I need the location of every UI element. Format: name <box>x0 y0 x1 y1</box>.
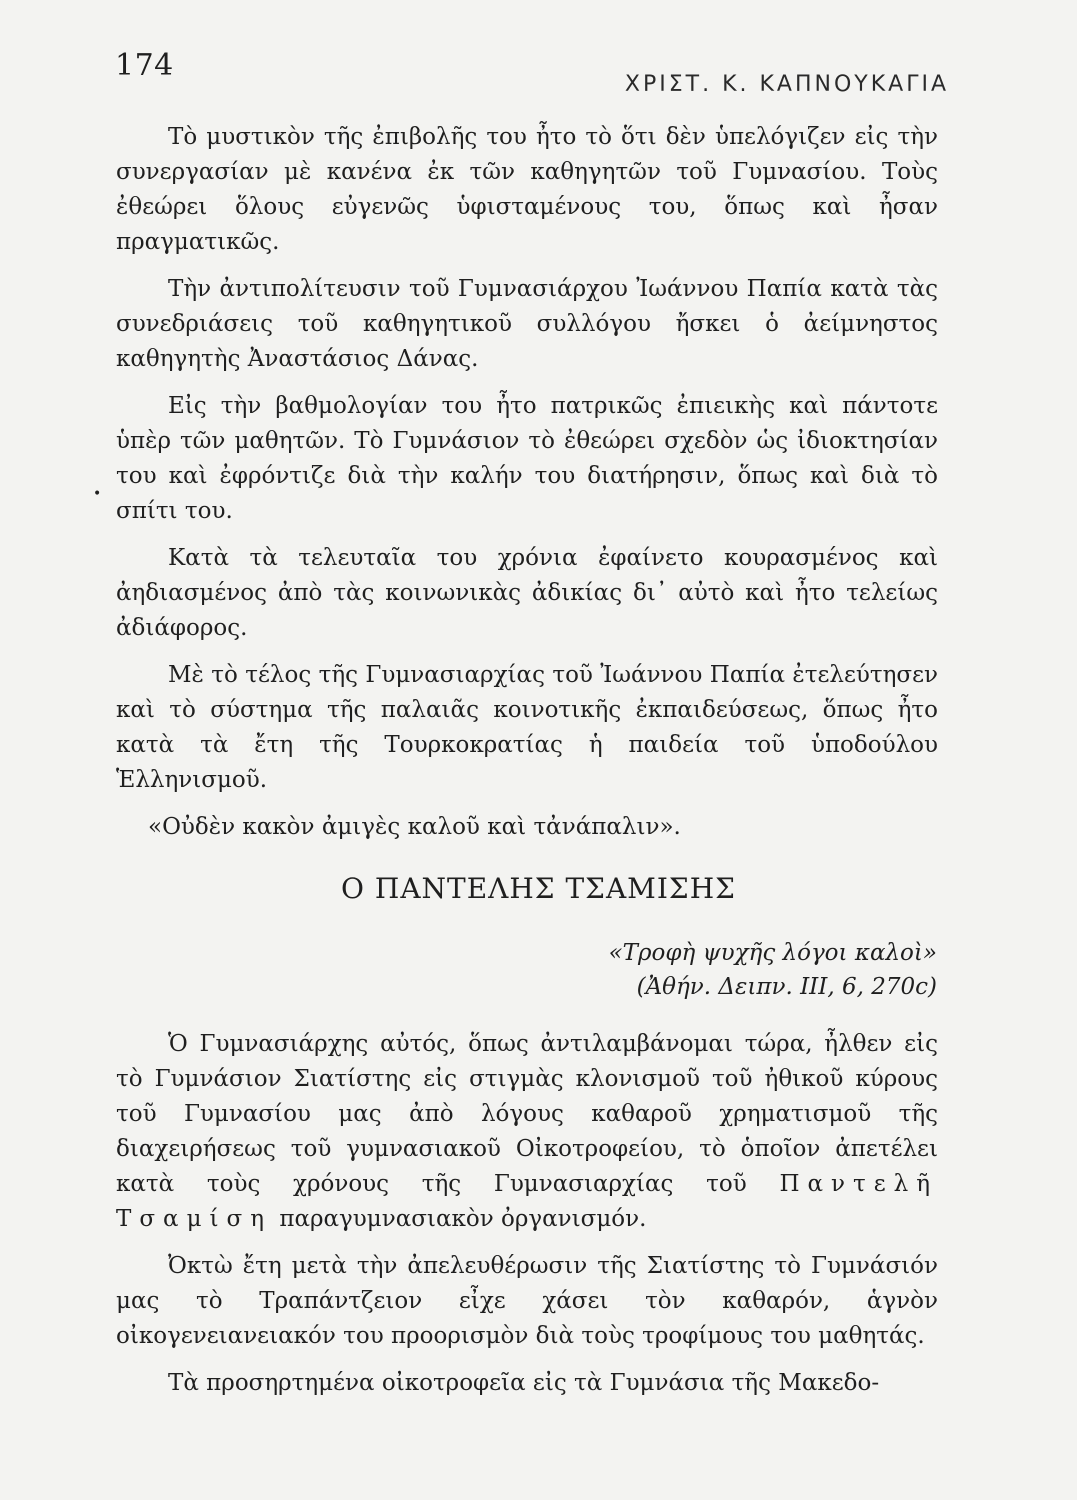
paragraph: Τὸ μυστικὸν τῆς ἐπιβολῆς του ἦτο τὸ ὅτι δὲν ὑπελόγιζεν εἰς τὴν συνεργασίαν μὲ κανένα ἐκ τῶν καθηγητῶν τοῦ Γυμνασίου. Τοὺς ἐθεώρει ὅλους εὐγενῶς ὑφισταμένους του, ὅπως καὶ ἦσαν πραγματικῶς. <box>116 124 938 255</box>
paragraph: Κατὰ τὰ τελευταῖα του χρόνια ἐφαίνετο κουρασμένος καὶ ἀηδιασμένος ἀπὸ τὰς κοινωνικὰς ἀδικίας δι᾽ αὐτὸ καὶ ἦτο τελείως ἀδιάφορος. <box>116 545 938 641</box>
section-title: Ο ΠΑΝΤΕΛΗΣ ΤΣΑΜΙΣΗΣ <box>341 872 736 905</box>
closing-quote: «Οὐδὲν κακὸν ἀμιγὲς καλοῦ καὶ τἀνάπαλιν». <box>148 814 681 840</box>
section-two-text <box>116 1027 938 1413</box>
epigraph-source: (Ἀθήν. Δειπν. ΙΙΙ, 6, 270c) <box>636 974 937 1000</box>
paragraph <box>116 1027 938 1237</box>
running-head: ΧΡΙΣΤ. Κ. ΚΑΠΝΟΥΚΑΓΙΑ <box>624 72 949 97</box>
paragraph: Τὴν ἀντιπολίτευσιν τοῦ Γυμνασιάρχου Ἰωάννου Παπία κατὰ τὰς συνεδριάσεις τοῦ καθηγητικοῦ συλλόγου ἤσκει ὁ ἀείμνηστος καθηγητὴς Ἀναστάσιος Δάνας. <box>116 276 938 372</box>
margin-mark: • <box>93 486 102 502</box>
section-one-text <box>116 120 938 857</box>
epigraph-quote: «Τροφὴ ψυχῆς λόγοι καλοὶ» <box>608 940 937 966</box>
epigraph <box>609 936 937 1004</box>
paragraph: Τὰ προσηρτημένα οἰκοτροφεῖα εἰς τὰ Γυμνάσια τῆς Μακεδο- <box>168 1370 880 1396</box>
paragraph-end: παραγυμνασιακὸν ὀργανισμόν. <box>279 1206 647 1232</box>
paragraph: Εἰς τὴν βαθμολογίαν του ἦτο πατρικῶς ἐπιεικὴς καὶ πάντοτε ὑπὲρ τῶν μαθητῶν. Τὸ Γυμνάσιον τὸ ἐθεώρει σχεδὸν ὡς ἰδιοκτησίαν του καὶ ἐφρόντιζε διὰ τὴν καλήν του διατήρησιν, ὅπως καὶ διὰ τὸ σπίτι του. <box>116 393 938 524</box>
paragraph: Μὲ τὸ τέλος τῆς Γυμνασιαρχίας τοῦ Ἰωάννου Παπία ἐτελεύτησεν καὶ τὸ σύστημα τῆς παλαιᾶς κοινοτικῆς ἐκπαιδεύσεως, ὅπως ἦτο κατὰ τὰ ἔτη τῆς Τουρκοκρατίας ἡ παιδεία τοῦ ὑποδούλου Ἑλληνισμοῦ. <box>116 662 938 793</box>
paragraph: Ὀκτὼ ἔτη μετὰ τὴν ἀπελευθέρωσιν τῆς Σιατίστης τὸ Γυμνάσιόν μας τὸ Τραπάντζειον εἶχε χάσει τὸν καθαρόν, ἁγνὸν οἰκογενειανειακόν του προορισμὸν διὰ τοὺς τροφίμους του μαθητάς. <box>116 1253 938 1349</box>
page-number: 174 <box>115 48 174 83</box>
person-name: Παντελῆ Τσαμίση <box>116 1171 939 1232</box>
paragraph-text: Ὁ Γυμνασιάρχης αὐτός, ὅπως ἀντιλαμβάνομαι τώρα, ἦλθεν εἰς τὸ Γυμνάσιον Σιατίστης εἰς στιγμὰς κλονισμοῦ τοῦ ἠθικοῦ κύρους τοῦ Γυμνασίου μας ἀπὸ λόγους καθαροῦ χρηματισμοῦ τῆς διαχειρήσεως τοῦ γυμνασιακοῦ Οἰκοτροφείου, τὸ ὁποῖον ἀπετέλει κατὰ τοὺς χρόνους τῆς Γυμνασιαρχίας τοῦ <box>116 1031 938 1197</box>
